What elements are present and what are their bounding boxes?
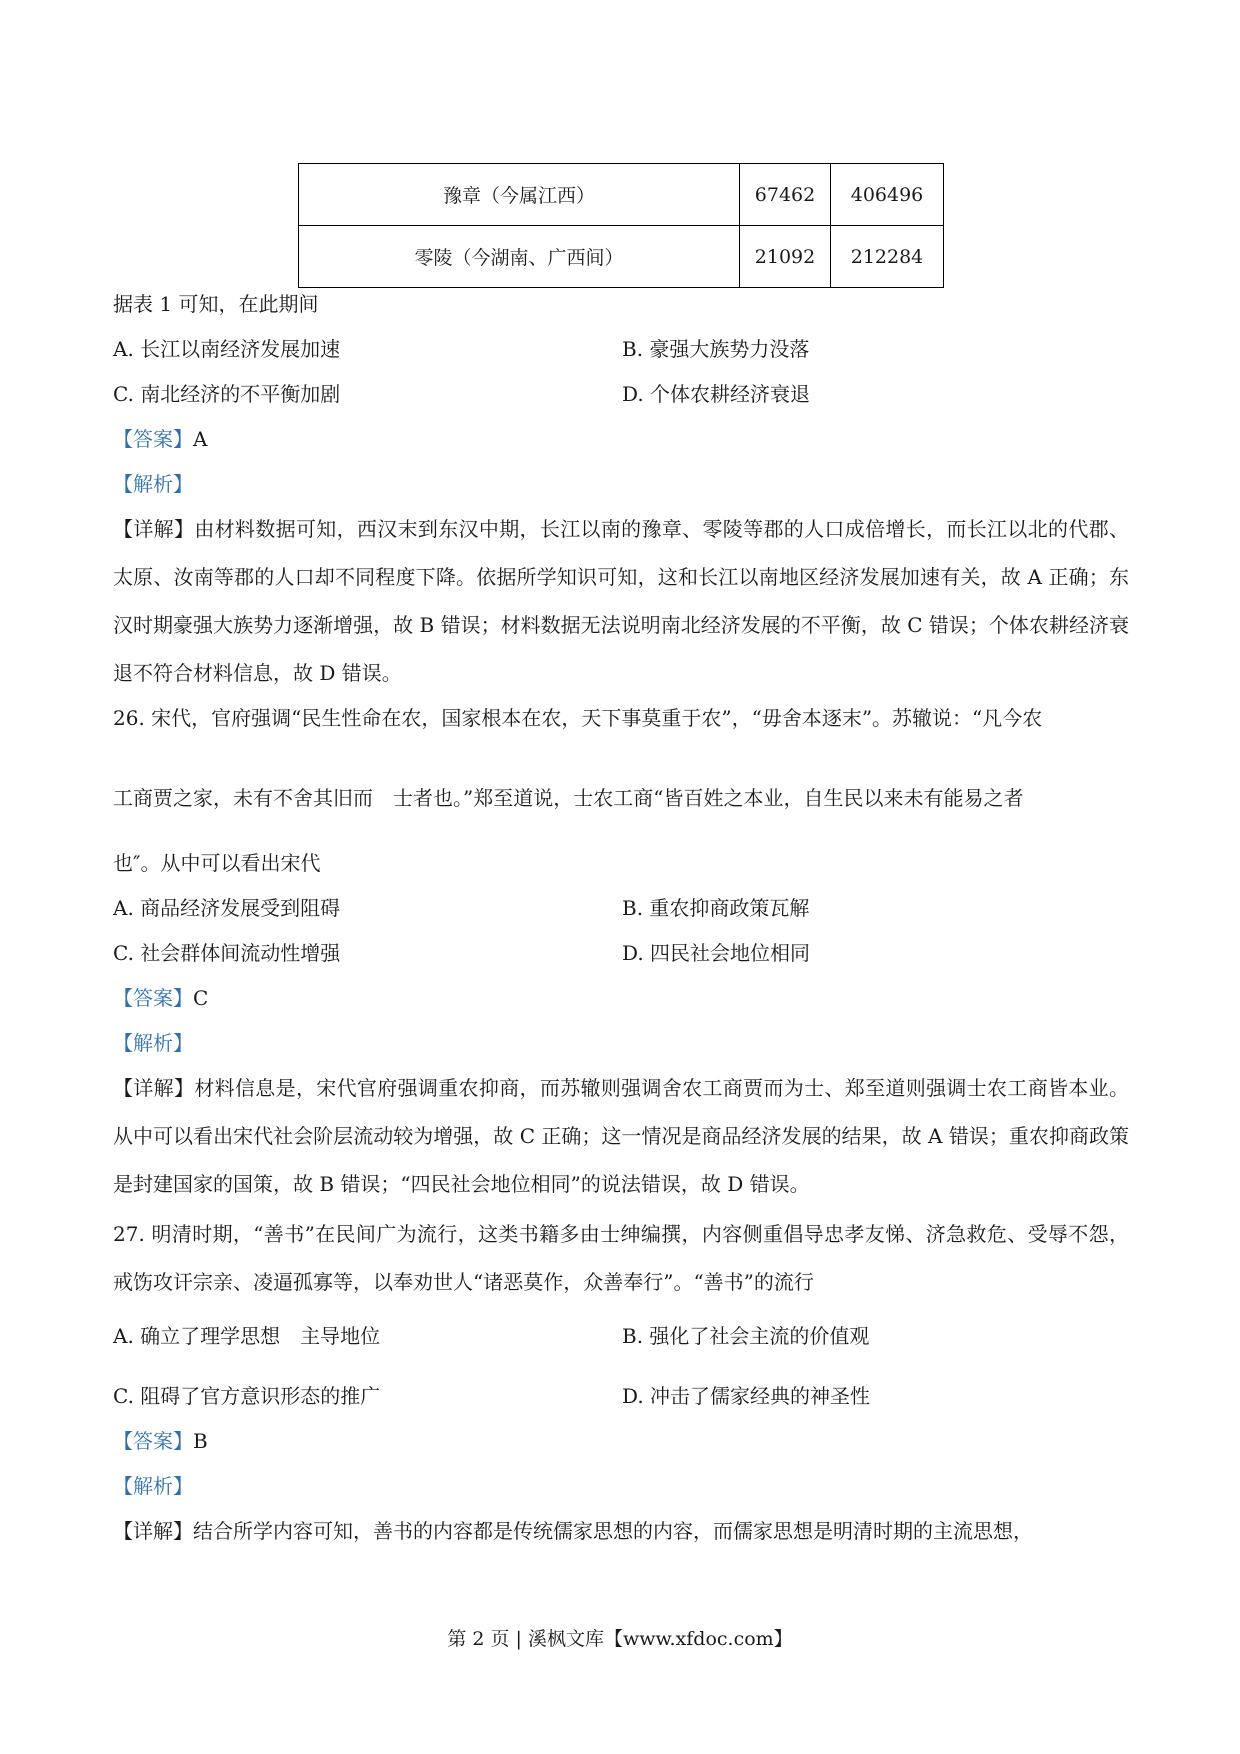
table-cell-households: 21092 [740,226,831,288]
q25-option-c: C. 南北经济的不平衡加剧 [113,382,341,406]
detail-label: 【详解】 [113,517,195,541]
q26-option-b: B. 重农抑商政策瓦解 [622,896,810,920]
q26-stem-line-3: 也″。从中可以看出宋代 [113,851,321,875]
answer-value: C [193,986,209,1010]
q25-option-b: B. 豪强大族势力没落 [622,337,810,361]
q26-stem-line-1: 26. 宋代，官府强调“民生性命在农，国家根本在农，天下事莫重于农”，“毋舍本逐末”。苏辙说：“凡今农 [113,706,1043,730]
q25-option-a: A. 长江以南经济发展加速 [113,337,341,361]
detail-text: 由材料数据可知，西汉末到东汉中期，长江以南的豫章、零陵等郡的人口成倍增长，而长江以北的代郡、太原、汝南等郡的人口却不同程度下降。依据所学知识可知，这和长江以南地区经济发展加速有关，故 A 正确；东汉时期豪强大族势力逐渐增强，故 B 错误；材料数据无法说明南北经济发展的不平衡，故 C 错误；个体农耕经济衰退不符合材料信息，故 D 错误。 [113,517,1130,685]
q27-option-c: C. 阻碍了官方意识形态的推广 [113,1384,381,1408]
q25-stem: 据表 1 可知，在此期间 [113,292,319,316]
detail-text: 材料信息是，宋代官府强调重农抑商，而苏辙则强调舍农工商贾而为士、郑至道则强调士农工商皆本业。从中可以看出宋代社会阶层流动较为增强，故 C 正确；这一情况是商品经济发展的结果，故 A 错误；重农抑商政策是封建国家的国策，故 B 错误；“四民社会地位相同”的说法错误，故 D 错误。 [113,1076,1130,1196]
detail-text: 结合所学内容可知，善书的内容都是传统儒家思想的内容，而儒家思想是明清时期的主流思想， [193,1519,1033,1543]
table-cell-region: 豫章（今属江西） [299,164,740,226]
q25-option-d: D. 个体农耕经济衰退 [622,382,811,406]
q26-answer [113,983,208,1013]
q25-analysis-label: 【解析】 [113,472,193,496]
answer-label: 【答案】 [113,1429,193,1453]
table-row [299,226,944,288]
detail-label: 【详解】 [113,1519,193,1543]
q25-answer [113,424,207,454]
answer-value: B [193,1429,208,1453]
q25-detail [113,505,1129,697]
answer-value: A [193,427,208,451]
q26-option-c: C. 社会群体间流动性增强 [113,941,341,965]
table-cell-region: 零陵（今湖南、广西间） [299,226,740,288]
q27-stem: 27. 明清时期，“善书”在民间广为流行，这类书籍多由士绅编撰，内容侧重倡导忠孝友悌、济急救危、受辱不怨，戒饬攻讦宗亲、凌逼孤寡等，以奉劝世人“诸恶莫作，众善奉行”。“善书”的流行 [113,1222,1129,1294]
table-row [299,164,944,226]
detail-label: 【详解】 [113,1076,195,1100]
page-footer: 第 2 页 | 溪枫文库【www.xfdoc.com】 [447,1628,793,1650]
q27-answer [113,1426,208,1456]
answer-label: 【答案】 [113,986,193,1010]
q26-option-a: A. 商品经济发展受到阻碍 [113,896,341,920]
q27-option-b: B. 强化了社会主流的价值观 [622,1324,870,1348]
table-cell-population: 212284 [831,226,944,288]
population-table [298,163,944,288]
q26-stem-line-2: 工商贾之家，未有不舍其旧而 士者也。”郑至道说，士农工商“皆百姓之本业，自生民以来未有能易之者 [113,786,1024,810]
q26-analysis-label: 【解析】 [113,1031,193,1055]
q27-detail [113,1507,1129,1555]
table-cell-population: 406496 [831,164,944,226]
q27-option-d: D. 冲击了儒家经典的神圣性 [622,1384,871,1408]
q27-analysis-label: 【解析】 [113,1474,193,1498]
q26-option-d: D. 四民社会地位相同 [622,941,811,965]
answer-label: 【答案】 [113,427,193,451]
q27-option-a: A. 确立了理学思想 主导地位 [113,1324,381,1348]
q26-detail [113,1064,1129,1208]
table-cell-households: 67462 [740,164,831,226]
